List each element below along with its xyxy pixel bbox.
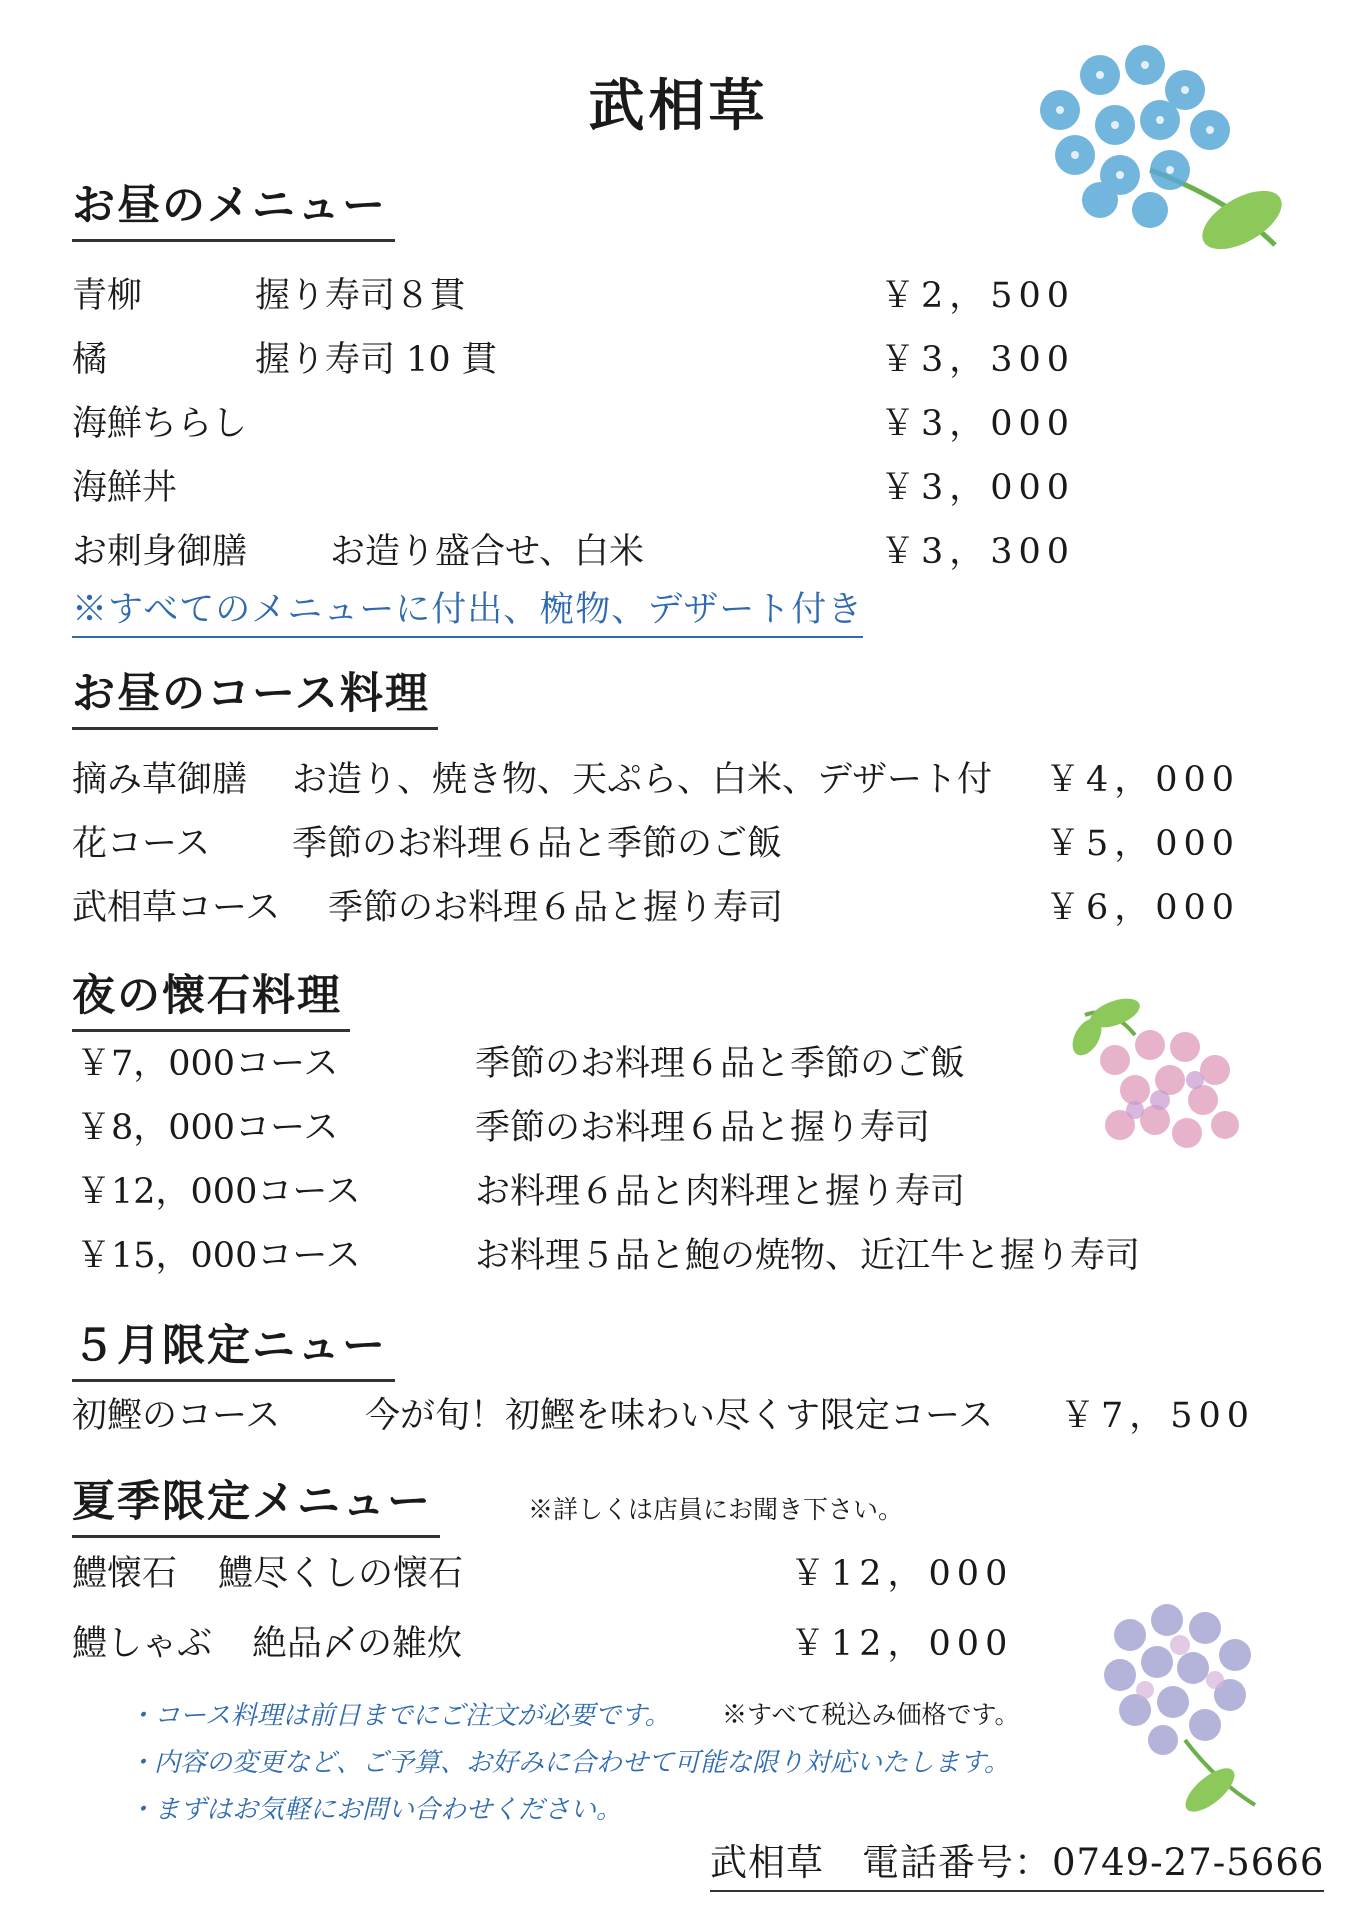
lunch-item-price: ￥3，300: [880, 532, 1076, 572]
summer-item-name: 鱧しゃぶ: [72, 1624, 213, 1664]
hydrangea-pink-icon: [1065, 985, 1250, 1170]
lunch-item-name: 海鮮ちらし: [72, 404, 248, 444]
summer-note: ※詳しくは店員にお聞き下さい。: [528, 1495, 904, 1524]
lunch-item-name: お刺身御膳: [72, 532, 248, 572]
dinner-course-name: ￥8，000コース: [76, 1108, 339, 1148]
summer-item-price: ￥12，000: [790, 1554, 1014, 1594]
footer-contact: 武相草 電話番号：0749-27-5666: [710, 1832, 1324, 1892]
lunch-item-price: ￥3，000: [880, 468, 1076, 508]
may-item-name: 初鰹のコース: [72, 1396, 281, 1436]
course-item-price: ￥4，000: [1045, 760, 1241, 800]
lunch-menu-note: ※すべてのメニューに付出、椀物、デザート付き: [72, 582, 863, 638]
course-item-name: 摘み草御膳: [72, 760, 248, 800]
lunch-item-price: ￥2，500: [880, 276, 1076, 316]
course-item-desc: お造り、焼き物、天ぷら、白米、デザート付: [292, 760, 993, 800]
footnote: ・内容の変更など、ご予算、お好みに合わせて可能な限り対応いたします。: [128, 1748, 1010, 1778]
lunch-course-heading: お昼のコース料理: [72, 660, 438, 730]
footnote: ・まずはお気軽にお問い合わせください。: [128, 1795, 623, 1825]
lunch-item-name: 海鮮丼: [72, 468, 178, 508]
dinner-course-desc: お料理５品と鮑の焼物、近江牛と握り寿司: [475, 1236, 1141, 1276]
tax-note: ※すべて税込み価格です。: [722, 1700, 1020, 1729]
course-item-desc: 季節のお料理６品と季節のご飯: [292, 824, 783, 864]
may-item-desc: 今が旬！初鰹を味わい尽くす限定コース: [365, 1396, 994, 1436]
lunch-item-desc: 握り寿司 10 貫: [255, 340, 497, 380]
dinner-course-name: ￥15，000コース: [76, 1236, 361, 1276]
lunch-item-price: ￥3，000: [880, 404, 1076, 444]
summer-heading: 夏季限定メニュー: [72, 1468, 440, 1538]
summer-item-desc: 絶品〆の雑炊: [252, 1624, 463, 1664]
course-item-name: 武相草コース: [72, 888, 281, 928]
lunch-item-desc: 握り寿司８貫: [255, 276, 466, 316]
lunch-item-name: 橘: [72, 340, 108, 380]
dinner-heading: 夜の懐石料理: [72, 962, 350, 1032]
lunch-menu-heading: お昼のメニュー: [72, 172, 395, 242]
hydrangea-blue-icon: [1010, 20, 1290, 260]
lunch-item-desc: お造り盛合せ、白米: [330, 532, 644, 572]
course-item-name: 花コース: [72, 824, 211, 864]
dinner-course-desc: お料理６品と肉料理と握り寿司: [475, 1172, 966, 1212]
hydrangea-purple-icon: [1085, 1590, 1275, 1820]
summer-item-price: ￥12，000: [790, 1624, 1014, 1664]
footnote: ・コース料理は前日までにご注文が必要です。: [128, 1701, 671, 1731]
dinner-course-desc: 季節のお料理６品と季節のご飯: [475, 1044, 966, 1084]
lunch-item-price: ￥3，300: [880, 340, 1076, 380]
page-title: 武相草: [588, 73, 769, 139]
may-item-price: ￥7，500: [1060, 1396, 1256, 1436]
dinner-course-name: ￥7，000コース: [76, 1044, 339, 1084]
summer-item-desc: 鱧尽くしの懐石: [218, 1554, 464, 1594]
dinner-course-name: ￥12，000コース: [76, 1172, 361, 1212]
summer-item-name: 鱧懐石: [72, 1554, 178, 1594]
course-item-desc: 季節のお料理６品と握り寿司: [328, 888, 784, 928]
lunch-item-name: 青柳: [72, 276, 143, 316]
may-heading: ５月限定ニュー: [72, 1312, 395, 1382]
course-item-price: ￥6，000: [1045, 888, 1241, 928]
dinner-course-desc: 季節のお料理６品と握り寿司: [475, 1108, 931, 1148]
course-item-price: ￥5，000: [1045, 824, 1241, 864]
